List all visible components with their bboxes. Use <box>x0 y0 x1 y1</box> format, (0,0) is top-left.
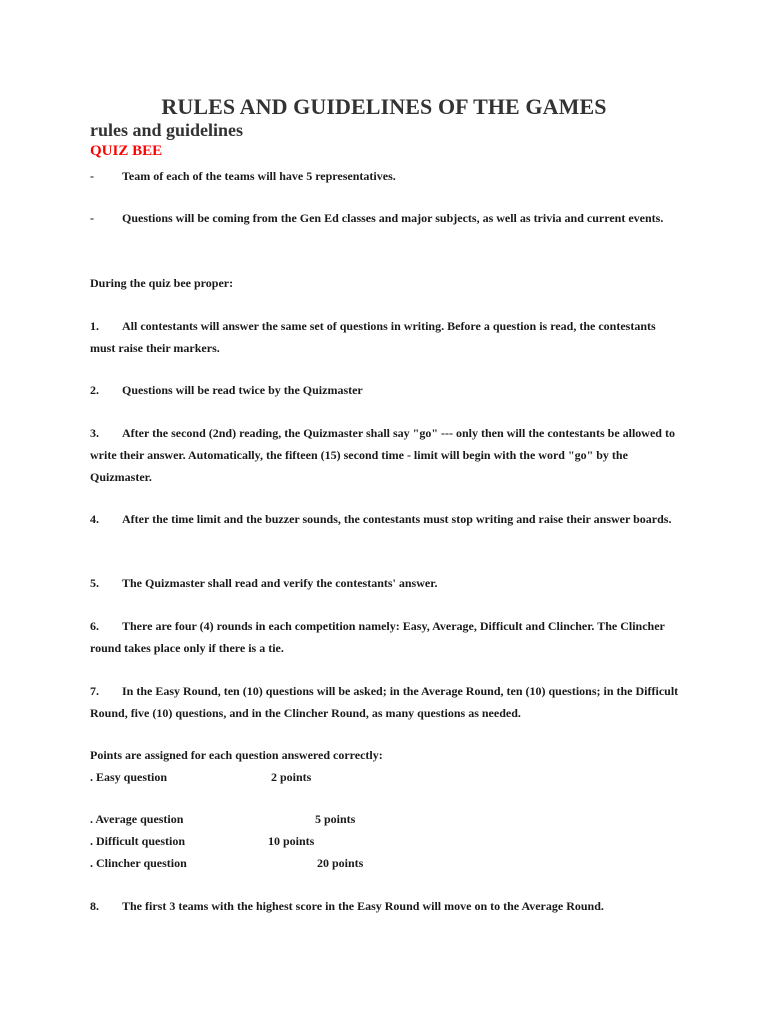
points-value: 10 points <box>268 834 315 848</box>
bullet-marker: - <box>90 211 94 225</box>
rule-number: 8. <box>90 899 99 913</box>
rule-text: There are four (4) rounds in each competition namely: Easy, Average, Difficult and Clincher. The Clincher round takes place only if there is a tie. <box>90 619 665 655</box>
during-heading: During the quiz bee proper: <box>90 276 234 290</box>
points-label: . Easy question <box>90 770 168 784</box>
document-title: RULES AND GUIDELINES OF THE GAMES <box>161 94 607 119</box>
rule-item-2 <box>90 379 680 401</box>
bullet-text: Team of each of the teams will have 5 representatives. <box>122 169 396 183</box>
rule-text: Questions will be read twice by the Quizmaster <box>122 383 363 397</box>
points-row-average <box>90 808 356 830</box>
bullet-marker: - <box>90 169 94 183</box>
points-row-difficult <box>90 830 315 852</box>
points-value: 2 points <box>271 770 312 784</box>
rule-text: The first 3 teams with the highest score in the Easy Round will move on to the Average Round. <box>122 899 604 913</box>
points-row-clincher <box>90 852 364 874</box>
rule-text: The Quizmaster shall read and verify the contestants' answer. <box>122 576 438 590</box>
rule-item-5 <box>90 572 680 594</box>
rule-item-1 <box>90 315 680 359</box>
rule-text: After the time limit and the buzzer sounds, the contestants must stop writing and raise their answer boards. <box>122 512 672 526</box>
rule-item-8 <box>90 895 680 917</box>
rule-item-4 <box>90 508 680 530</box>
rule-text: After the second (2nd) reading, the Quizmaster shall say "go" --- only then will the contestants be allowed to write their answer. Automatically, the fifteen (15) second time - limit will begin with the word "go" by the Quizmaster. <box>90 426 675 484</box>
points-label: . Difficult question <box>90 834 186 848</box>
bullet-item <box>90 207 680 229</box>
points-row-easy <box>90 766 312 788</box>
rule-item-3 <box>90 422 680 488</box>
points-label: . Clincher question <box>90 856 187 870</box>
rule-item-6 <box>90 615 680 659</box>
points-heading: Points are assigned for each question answered correctly: <box>90 748 383 762</box>
rule-number: 2. <box>90 383 99 397</box>
rule-number: 3. <box>90 426 99 440</box>
bullet-text: Questions will be coming from the Gen Ed classes and major subjects, as well as trivia and current events. <box>122 211 664 225</box>
rule-item-7 <box>90 680 680 724</box>
points-value: 5 points <box>315 812 356 826</box>
rule-text: In the Easy Round, ten (10) questions will be asked; in the Average Round, ten (10) questions; in the Difficult Round, five (10) questions, and in the Clincher Round, as many questions as needed. <box>90 684 679 720</box>
bullet-item <box>90 165 680 187</box>
section-heading-quiz-bee: QUIZ BEE <box>90 143 163 159</box>
rule-number: 7. <box>90 684 99 698</box>
rule-number: 6. <box>90 619 99 633</box>
rule-text: All contestants will answer the same set of questions in writing. Before a question is read, the contestants must raise their markers. <box>90 319 656 355</box>
points-label: . Average question <box>90 812 184 826</box>
rule-number: 4. <box>90 512 99 526</box>
rule-number: 5. <box>90 576 99 590</box>
points-value: 20 points <box>317 856 364 870</box>
document-subtitle: rules and guidelines <box>90 120 244 140</box>
rule-number: 1. <box>90 319 99 333</box>
